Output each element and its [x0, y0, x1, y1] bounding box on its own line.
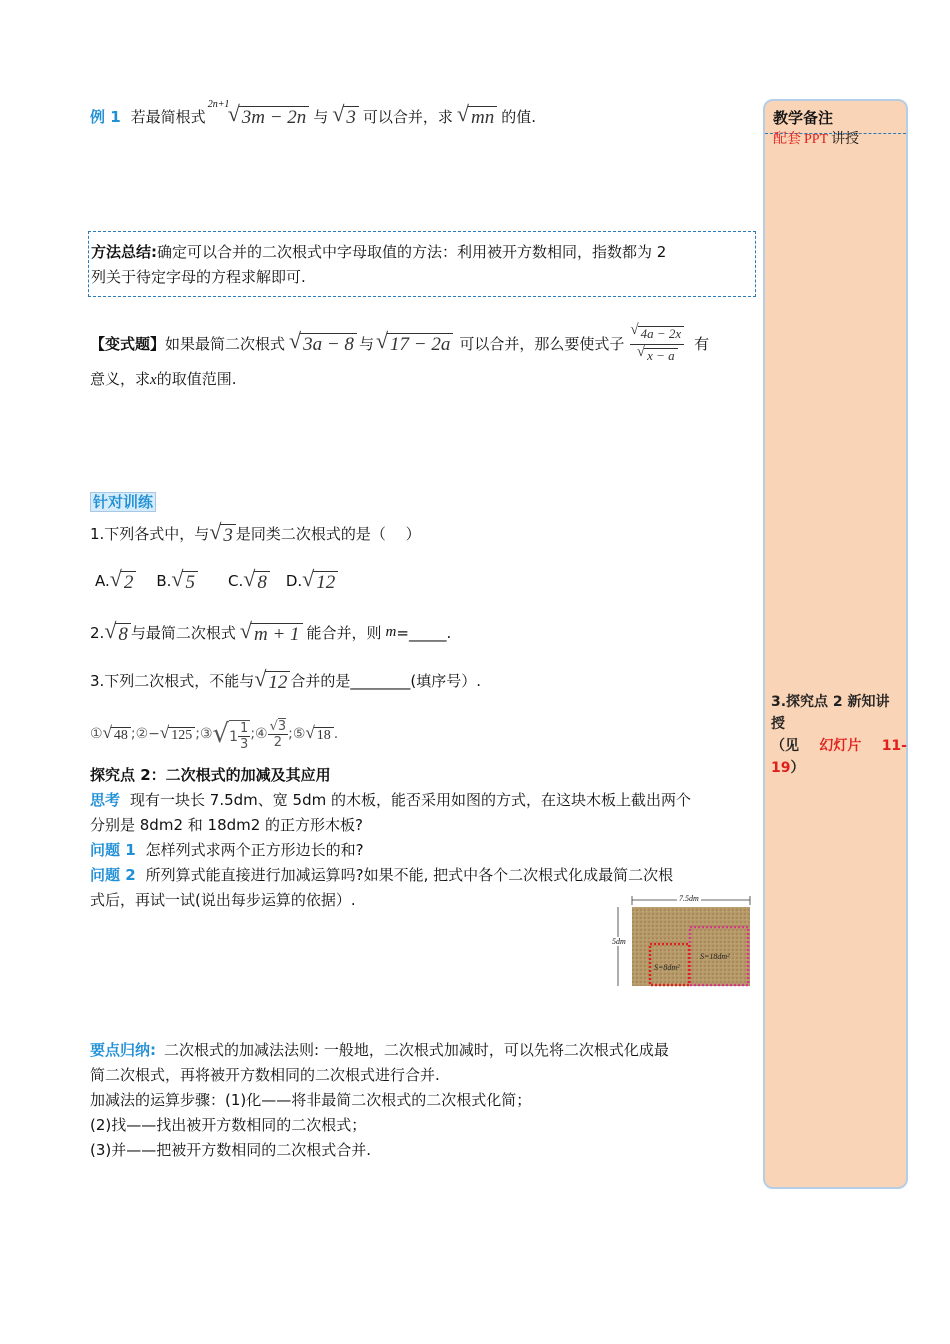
sidebar-note-line-2: 授 [771, 716, 785, 732]
method-summary-text-2: 列关于待定字母的方程求解即可. [91, 268, 306, 286]
explore2-heading: 探究点 2：二次根式的加减及其应用 [90, 766, 331, 784]
example-text-d: 的值. [501, 107, 537, 126]
q3-text-b: 合并的是________(填序号）. [290, 672, 482, 691]
q2-var: m [385, 624, 397, 641]
question-2-text-2: 式后，再试一试(说出每步运算的依据）. [90, 891, 356, 909]
key-points-label: 要点归纳: [90, 1041, 156, 1059]
radicand-1: 3m − 2n [239, 106, 310, 129]
variant-line-2 [90, 368, 236, 389]
root-index: 2n+1 [207, 99, 230, 111]
radical-2: √ 3 [332, 103, 359, 129]
q2-text-d: =_____. [396, 623, 452, 642]
q2-radical-2: √ m + 1 [240, 620, 303, 646]
height-label: 5dm [612, 937, 626, 946]
sidebar-note-range-start: 11- [881, 738, 907, 754]
q1-text-a: 1.下列各式中，与 [90, 525, 210, 544]
key-points-text-1: 二次根式的加减法法则: 一般地，二次根式加减时，可以先将二次根式化成最 [164, 1041, 669, 1059]
example-label: 例 1 [90, 107, 121, 126]
variant-radical-2: √ 17 − 2a [376, 330, 453, 356]
sidebar-note-slides: 幻灯片 [819, 738, 862, 754]
training-title: 针对训练 [90, 491, 156, 512]
variant-text-f: 的取值范围. [156, 370, 237, 388]
fraction-denominator: x − a [644, 348, 678, 364]
sidebar-title: 教学备注 [773, 109, 834, 127]
sidebar-note: 3.探究点 2 新知讲 授 （见 幻灯片 11- 19） [771, 691, 907, 779]
variant-radical-1: √ 3a − 8 [289, 330, 357, 356]
training-q1 [90, 521, 421, 547]
q2-text-a: 2. [90, 623, 105, 642]
variant-text-d: 有 [694, 334, 710, 353]
question-1-label: 问题 1 [90, 841, 136, 859]
method-summary-box [88, 231, 756, 297]
sidebar-note-range-end: 19 [771, 760, 791, 776]
variant-label: 【变式题】 [90, 334, 166, 353]
sidebar-ppt-note: 配套 PPT 讲授 [773, 131, 860, 147]
variant-text-b: 与 [358, 334, 374, 353]
variant-fraction: √ 4a − 2x √ x − a [630, 323, 684, 364]
method-summary-label: 方法总结: [91, 243, 157, 261]
fraction-numerator: 4a − 2x [638, 326, 685, 342]
training-q3 [90, 668, 481, 694]
question-1-text: 怎样列式求两个正方形边长的和? [145, 841, 364, 859]
q3-items: ① √ 48 ; ②− √ 125 ; ③ √ 1 $\frac{1}{3}$ ; ④ $\frac{√3}{2}$ ; ⑤ √ 18 . [90, 718, 339, 752]
method-summary-text-1: 确定可以合并的二次根式中字母取值的方法：利用被开方数相同，指数都为 2 [157, 243, 667, 261]
q1-option-b: B. √ 5 [156, 568, 198, 594]
key-points [90, 1038, 755, 1163]
sidebar-note-paren: （见 [771, 738, 799, 754]
q2-text-b: 与最简二次根式 [130, 624, 236, 643]
q1-option-d: D. √ 12 [286, 568, 338, 594]
variant-text-a: 如果最简二次根式 [165, 334, 286, 353]
steps-intro: 加减法的运算步骤：(1)化——将非最简二次根式的二次根式化简； [90, 1091, 532, 1109]
example-text-b: 与 [313, 107, 329, 126]
think-text-2: 分别是 8dm2 和 18dm2 的正方形木板? [90, 816, 364, 834]
training-q2 [90, 620, 451, 646]
example-text-c: 可以合并，求 [362, 107, 453, 126]
variant-var-x: x [150, 372, 157, 388]
q3-radical: √ 12 [254, 668, 290, 694]
q1-radical: √ 3 [209, 521, 236, 547]
think-text-1: 现有一块长 7.5dm、宽 5dm 的木板，能否采用如图的方式，在这块木板上截出两个 [130, 791, 691, 809]
question-2-label: 问题 2 [90, 866, 136, 884]
radical-3: √ mn [457, 103, 497, 129]
q1-text-b: 是同类二次根式的是（ ） [235, 525, 421, 544]
question-2-text-1: 所列算式能直接进行加减运算吗?如果不能, 把式中各个二次根式化成最简二次根 [145, 866, 674, 884]
teaching-notes-sidebar [763, 99, 908, 1189]
big-square-label: S=18dm² [700, 952, 730, 961]
board-figure [612, 893, 754, 989]
step-3: (3)并——把被开方数相同的二次根式合并. [90, 1141, 372, 1159]
small-square-label: S=8dm² [654, 963, 680, 972]
example-1 [90, 100, 750, 132]
q1-options [95, 568, 338, 594]
think-label: 思考 [90, 791, 121, 809]
sidebar-note-line-1: 3.探究点 2 新知讲 [771, 694, 890, 710]
example-text-a: 若最简根式 [130, 107, 206, 126]
variant-text-c: 可以合并，那么要使式子 [459, 334, 625, 353]
key-points-text-2: 简二次根式，再将被开方数相同的二次根式进行合并. [90, 1066, 440, 1084]
variant-problem [90, 318, 750, 368]
nth-root-1: 2n+1 √ 3m − 2n [228, 103, 310, 129]
q2-radical-1: √ 8 [104, 620, 131, 646]
width-label: 7.5dm [679, 894, 699, 903]
q1-option-a: A. √ 2 [95, 568, 136, 594]
q3-text-a: 3.下列二次根式，不能与 [90, 672, 255, 691]
variant-text-e: 意义，求 [90, 370, 151, 388]
q1-option-c: C. √ 8 [228, 568, 270, 594]
q2-text-c: 能合并，则 [306, 624, 382, 643]
step-2: (2)找——找出被开方数相同的二次根式； [90, 1116, 367, 1134]
